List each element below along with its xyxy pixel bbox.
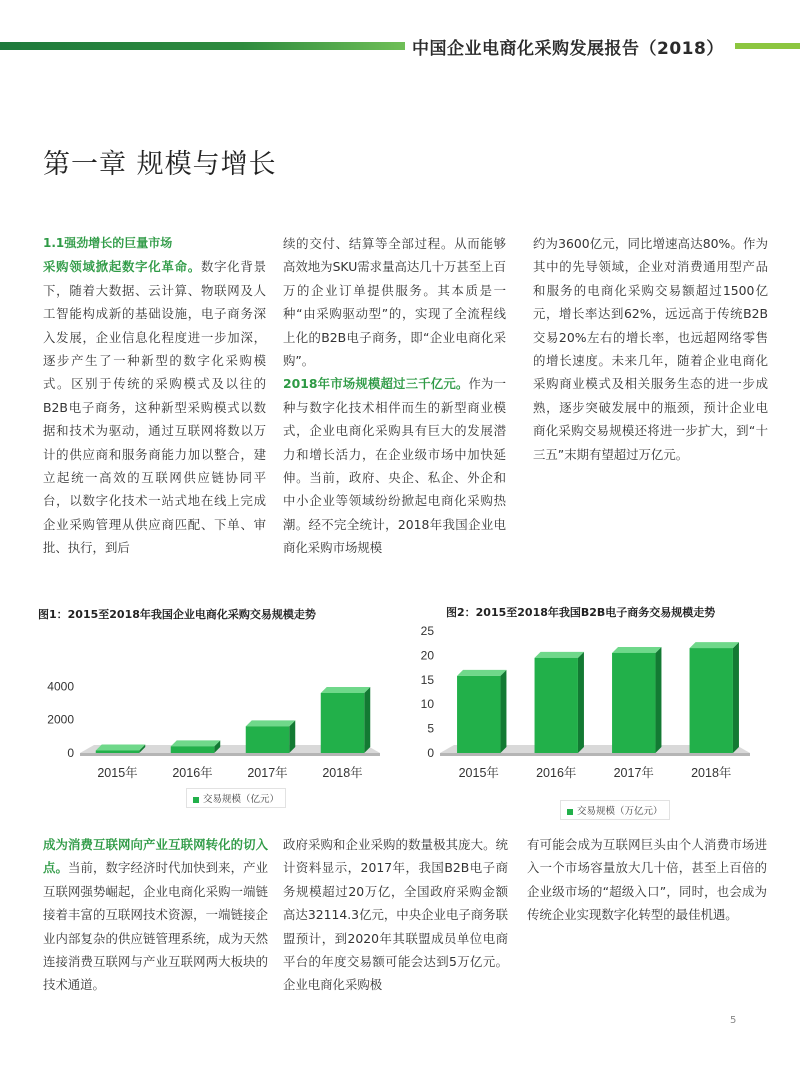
- report-title: 中国企业电商化采购发展报告（2018）: [412, 39, 724, 59]
- x-tick-label: 2015年: [97, 766, 138, 780]
- paragraph-text: 当前，数字经济时代加快到来，产业互联网强势崛起，企业电商化采购一端链接着丰富的互联网技术资源，一端链接企业内部复杂的供应链管理系统，成为天然连接消费互联网与产业互联网两大板块的技术通道。: [43, 860, 269, 993]
- text-column-5: [283, 833, 508, 997]
- text-column-3: [533, 232, 768, 466]
- bar-side: [733, 642, 739, 753]
- y-tick-label: 20: [420, 648, 434, 663]
- y-tick-label: 15: [420, 672, 434, 687]
- paragraph-text: 作为一种与数字化技术相伴而生的新型商业模式，企业电商化采购具有巨大的发展潜力和增长活力，在企业级市场中加快延伸。当前，政府、央企、私企、外企和中小企业等领域纷纷掀起电商化采购热潮。经不完全统计，2018年我国企业电商化采购市场规模: [283, 376, 506, 556]
- bar-top: [457, 670, 506, 676]
- x-tick-label: 2016年: [536, 766, 577, 780]
- section-subtitle: 1.1强劲增长的巨量市场: [43, 236, 173, 250]
- bar-top: [535, 652, 584, 658]
- paragraph-text: 政府采购和企业采购的数量极其庞大。统计资料显示，2017年，我国B2B电子商务规模超过20万亿，全国政府采购金额高达32114.3亿元，中央企业电子商务联盟预计，到2020年其联盟成员单位电商平台的年度交易额可能会达到5万亿元。企业电商化采购极: [283, 837, 508, 993]
- chart-1-plot: [30, 620, 400, 810]
- y-tick-label: 0: [427, 746, 434, 760]
- bar-top: [612, 647, 661, 653]
- paragraph-text: 约为3600亿元，同比增速高达80%。作为其中的先导领域，企业对消费通用型产品和服务的电商化采购交易额超过1500亿元，增长率达到62%，远远高于传统B2B交易20%左右的增长率，也远超网络零售的增长速度。未来几年，随着企业电商化采购商业模式及相关服务生态的进一步成熟，逐步突破发展中的瓶颈，预计企业电商化采购交易规模还将进一步扩大，到“十三五”末期有望超过万亿元。: [533, 236, 768, 462]
- bar-side: [500, 670, 506, 753]
- x-tick-label: 2017年: [247, 766, 288, 780]
- chart-floor-edge: [440, 753, 750, 756]
- y-tick-label: 4000: [47, 679, 74, 694]
- text-column-1: [43, 232, 266, 560]
- bar-side: [578, 652, 584, 753]
- x-tick-label: 2018年: [322, 766, 363, 780]
- text-column-2: [283, 232, 506, 560]
- y-tick-label: 0: [67, 746, 74, 760]
- bar-side: [364, 687, 370, 753]
- legend-swatch: [193, 797, 199, 803]
- chart-2-legend: 交易规模（万亿元）: [560, 800, 670, 820]
- paragraph-text: 续的交付、结算等全部过程。从而能够高效地为SKU需求量高达几十万甚至上百万的企业订单提供服务。其本质是一种“由采购驱动型”的，实现了全流程线上化的B2B电子商务，即“企业电商化采购”。: [283, 236, 506, 369]
- x-tick-label: 2017年: [613, 766, 654, 780]
- chart-1-title: 图1：2015至2018年我国企业电商化采购交易规模走势: [38, 608, 316, 621]
- bar: [690, 648, 733, 753]
- paragraph-text: 数字化背景下，随着大数据、云计算、物联网及人工智能构成新的基础设施，电子商务深入发展，企业信息化程度进一步加深，逐步产生了一种新型的数字化采购模式。区别于传统的采购模式及以往的B2B电子商务，这种新型采购模式以数据和技术为驱动，通过互联网将数以万计的供应商和服务商能力加以整合，建立起统一高效的互联网供应链协同平台，以数字化技术一站式地在线上完成企业采购管理从供应商匹配、下单、审批、执行，到后: [43, 259, 267, 556]
- bar-top: [246, 720, 296, 726]
- y-tick-label: 2000: [47, 712, 74, 727]
- bar: [535, 658, 578, 753]
- x-tick-label: 2018年: [691, 766, 732, 780]
- paragraph-text: 有可能会成为互联网巨头由个人消费市场进入一个市场容量放大几十倍，甚至上百倍的企业级市场的“超级入口”，同时，也会成为传统企业实现数字化转型的最佳机遇。: [527, 837, 767, 923]
- lead-phrase-2: 2018年市场规模超过三千亿元。: [283, 376, 469, 392]
- chart-2-plot: [408, 620, 778, 800]
- chart-1: [30, 600, 400, 810]
- bar: [171, 746, 215, 753]
- y-tick-label: 10: [420, 697, 434, 712]
- bar: [321, 693, 365, 753]
- bar-top: [171, 740, 221, 746]
- bar: [612, 653, 655, 753]
- bar: [457, 676, 500, 753]
- legend-swatch: [567, 809, 573, 815]
- x-tick-label: 2015年: [458, 766, 499, 780]
- x-tick-label: 2016年: [172, 766, 213, 780]
- text-column-4: [43, 833, 268, 997]
- bar: [246, 726, 290, 753]
- bar: [96, 751, 140, 754]
- text-column-6: [527, 833, 767, 927]
- bar-top: [690, 642, 739, 648]
- header-bar-light: [735, 43, 800, 49]
- chapter-title: 第一章 规模与增长: [43, 149, 277, 180]
- chart-floor-edge: [80, 753, 380, 756]
- chart-2: [408, 600, 778, 820]
- lead-phrase-1: 采购领域掀起数字化革命。: [43, 259, 201, 275]
- page-number: 5: [730, 1015, 737, 1026]
- header-bar-dark: [0, 42, 405, 50]
- lead-phrase-3: 成为消费互联网向产业互联网转化的切入点。: [43, 837, 268, 876]
- chart-2-title: 图2：2015至2018年我国B2B电子商务交易规模走势: [446, 606, 716, 619]
- y-tick-label: 5: [427, 721, 434, 736]
- bar-top: [96, 745, 146, 751]
- bar-side: [655, 647, 661, 753]
- bar-top: [321, 687, 371, 693]
- chart-1-legend: 交易规模（亿元）: [186, 788, 286, 808]
- y-tick-label: 25: [420, 624, 434, 638]
